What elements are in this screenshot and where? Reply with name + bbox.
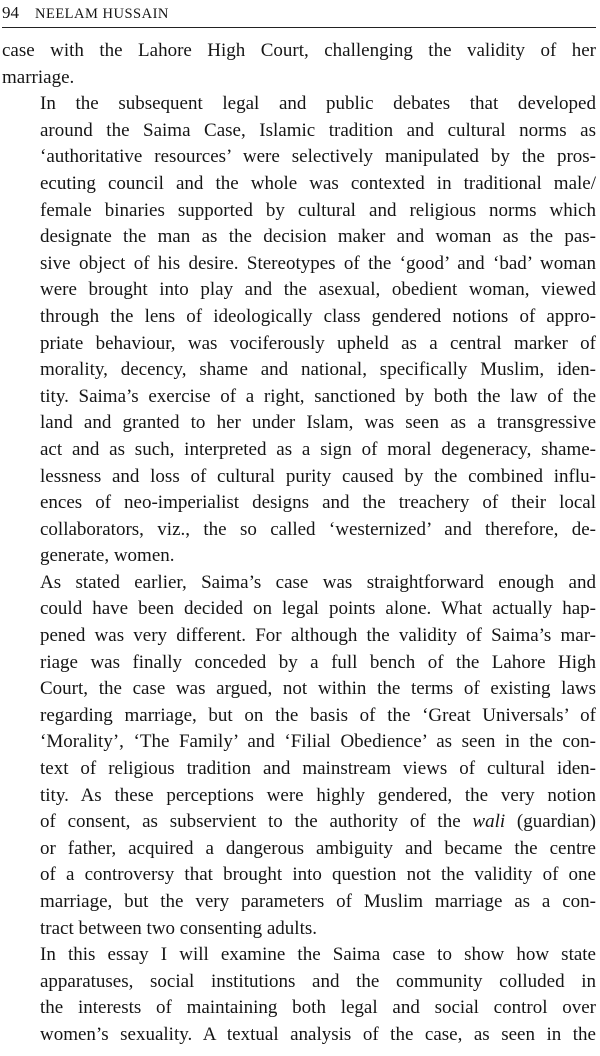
text-line: ences of neo-imperialist designs and the treachery of their local [40, 492, 596, 514]
text-line: designate the man as the decision maker and woman as the pas- [40, 226, 596, 248]
text-line: generate, women. [40, 545, 175, 567]
text-line: tract between two consenting adults. [40, 917, 318, 939]
text-line: Court, the case was argued, not within the terms of existing laws [40, 678, 596, 700]
text-line: women’s sexuality. A textual analysis of the case, as seen in the [40, 1023, 596, 1045]
text-line: riage was finally conceded by a full bench of the Lahore High [40, 651, 596, 673]
text-line: pened was very different. For although the validity of Saima’s mar- [40, 625, 596, 647]
text-line: In this essay I will examine the Saima case to show how state [40, 944, 596, 966]
text-line: In the subsequent legal and public debates that developed [40, 93, 596, 115]
wali-term: wali [472, 811, 506, 833]
text-segment: (guardian) [505, 811, 597, 833]
text-line: morality, decency, shame and national, specifically Muslim, iden- [40, 359, 596, 381]
text-line: could have been decided on legal points alone. What actually hap- [40, 598, 596, 620]
text-line: female binaries supported by cultural and religious norms which [40, 199, 596, 221]
text-segment: of consent, as subservient to the authority of the [40, 811, 461, 833]
text-line: tity. Saima’s exercise of a right, sanctioned by both the law of the [40, 385, 596, 407]
text-line: were brought into play and the asexual, obedient woman, viewed [40, 279, 596, 301]
running-author: NEELAM HUSSAIN [35, 6, 169, 22]
text-line-wali [2, 809, 596, 836]
text-line: the interests of maintaining both legal and social control over [40, 997, 596, 1019]
text-line: regarding marriage, but on the basis of the ‘Great Universals’ of [40, 704, 596, 726]
text-line: sive object of his desire. Stereotypes of the ‘good’ and ‘bad’ woman [40, 252, 596, 274]
paragraph-2 [2, 91, 596, 570]
text-line: case with the Lahore High Court, challenging the validity of her [2, 40, 596, 61]
text-line: of a controversy that brought into question not the validity of one [40, 864, 596, 886]
text-line: or father, acquired a dangerous ambiguity and became the centre [40, 837, 596, 859]
text-line: lessness and loss of cultural purity caused by the combined influ- [40, 465, 596, 487]
text-line: priate behaviour, was vociferously upheld as a central marker of [40, 332, 596, 354]
paragraph-4 [2, 942, 596, 1048]
running-header [2, 3, 596, 28]
text-line: ‘authoritative resources’ were selectively manipulated by the pros- [40, 146, 596, 168]
paragraph-3 [2, 570, 596, 942]
paragraph-1 [2, 38, 596, 91]
text-line: land and granted to her under Islam, was seen as a transgressive [40, 412, 596, 434]
text-line: marriage. [2, 66, 75, 88]
text-line: around the Saima Case, Islamic tradition and cultural norms as [40, 119, 596, 141]
body-text [2, 38, 596, 1049]
page-number: 94 [2, 3, 19, 22]
text-line: marriage, but the very parameters of Muslim marriage as a con- [40, 891, 596, 912]
text-line: text of religious tradition and mainstream views of cultural iden- [40, 758, 596, 780]
text-line: ecuting council and the whole was contexted in traditional male/ [40, 172, 596, 194]
text-line: apparatuses, social institutions and the community colluded in [40, 970, 596, 992]
text-line: tity. As these perceptions were highly gendered, the very notion [40, 784, 596, 806]
text-line: As stated earlier, Saima’s case was straightforward enough and [40, 571, 596, 593]
text-line: act and as such, interpreted as a sign of moral degeneracy, shame- [40, 438, 596, 460]
text-line: collaborators, viz., the so called ‘westernized’ and therefore, de- [40, 518, 596, 540]
text-line: ‘Morality’, ‘The Family’ and ‘Filial Obedience’ as seen in the con- [40, 731, 596, 753]
text-line: through the lens of ideologically class gendered notions of appro- [40, 305, 596, 327]
